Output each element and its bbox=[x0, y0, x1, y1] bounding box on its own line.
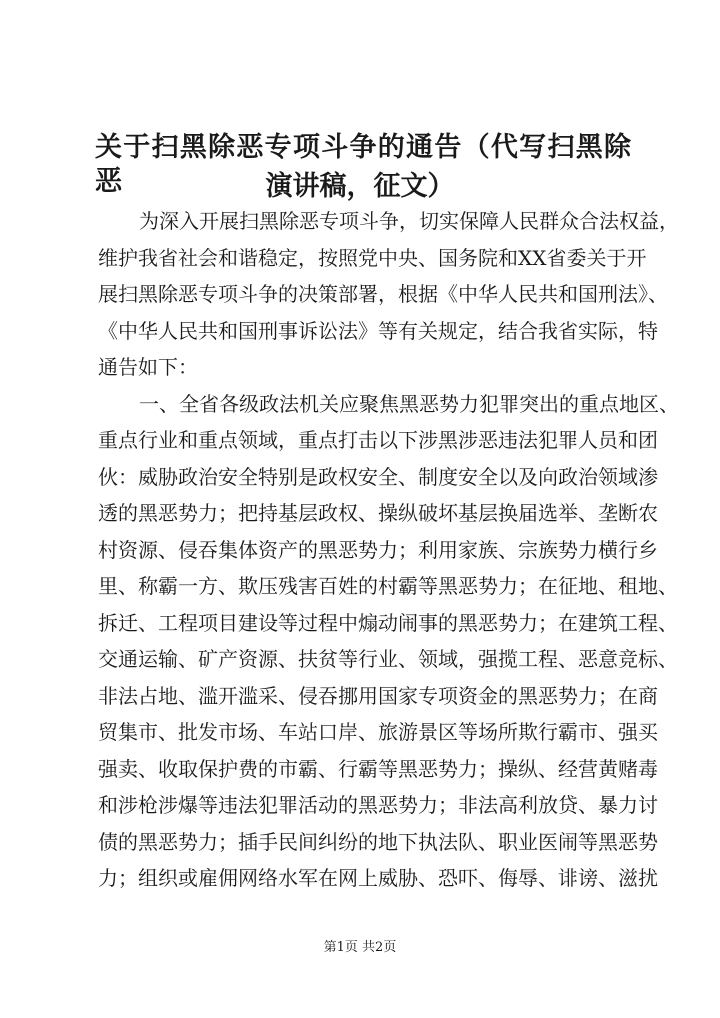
paragraph-line: 和涉枪涉爆等违法犯罪活动的黑恶势力；非法高利放贷、暴力讨 bbox=[98, 793, 658, 817]
paragraph-line: 强卖、收取保护费的市霸、行霸等黑恶势力；操纵、经营黄赌毒 bbox=[98, 756, 658, 781]
paragraph-line: 为深入开展扫黑除恶专项斗争，切实保障人民群众合法权益， bbox=[139, 209, 679, 233]
paragraph-line: 重点行业和重点领域，重点打击以下涉黑涉恶违法犯罪人员和团 bbox=[98, 428, 658, 452]
paragraph-line: 拆迁、工程项目建设等过程中煽动闹事的黑恶势力；在建筑工程、 bbox=[98, 610, 678, 635]
paragraph-line: 《中华人民共和国刑事诉讼法》等有关规定，结合我省实际，特 bbox=[98, 318, 658, 343]
paragraph-line: 维护我省社会和谐稳定，按照党中央、国务院和XX省委关于开 bbox=[98, 245, 647, 270]
document-body bbox=[98, 203, 679, 897]
paragraph-line: 债的黑恶势力；插手民间纠纷的地下执法队、职业医闹等黑恶势 bbox=[98, 829, 658, 854]
document-title-line-2: 演讲稿，征文） bbox=[265, 171, 455, 202]
document-title-line-1: 关于扫黑除恶专项斗争的通告（代写扫黑除恶 bbox=[95, 132, 631, 197]
paragraph-line: 交通运输、矿产资源、扶贫等行业、领域，强揽工程、恶意竞标、 bbox=[98, 647, 678, 671]
paragraph-line: 通告如下： bbox=[98, 355, 198, 379]
paragraph-line: 伙：威胁政治安全特别是政权安全、制度安全以及向政治领域渗 bbox=[98, 464, 658, 489]
paragraph-line: 非法占地、滥开滥采、侵吞挪用国家专项资金的黑恶势力；在商 bbox=[98, 683, 658, 708]
paragraph-line: 展扫黑除恶专项斗争的决策部署，根据《中华人民共和国刑法》、 bbox=[98, 282, 668, 306]
paragraph-line: 一、全省各级政法机关应聚焦黑恶势力犯罪突出的重点地区、 bbox=[139, 391, 679, 416]
paragraph-line: 贸集市、批发市场、车站口岸、旅游景区等场所欺行霸市、强买 bbox=[98, 720, 658, 744]
paragraph-line: 力；组织或雇佣网络水军在网上威胁、恐吓、侮辱、诽谤、滋扰 bbox=[98, 866, 658, 890]
paragraph-line: 里、称霸一方、欺压残害百姓的村霸等黑恶势力；在征地、租地、 bbox=[98, 574, 678, 598]
page-footer: 第1页 共2页 bbox=[323, 940, 397, 955]
paragraph-line: 透的黑恶势力；把持基层政权、操纵破坏基层换届选举、垄断农 bbox=[98, 501, 658, 525]
paragraph-line: 村资源、侵吞集体资产的黑恶势力；利用家族、宗族势力横行乡 bbox=[98, 537, 658, 562]
